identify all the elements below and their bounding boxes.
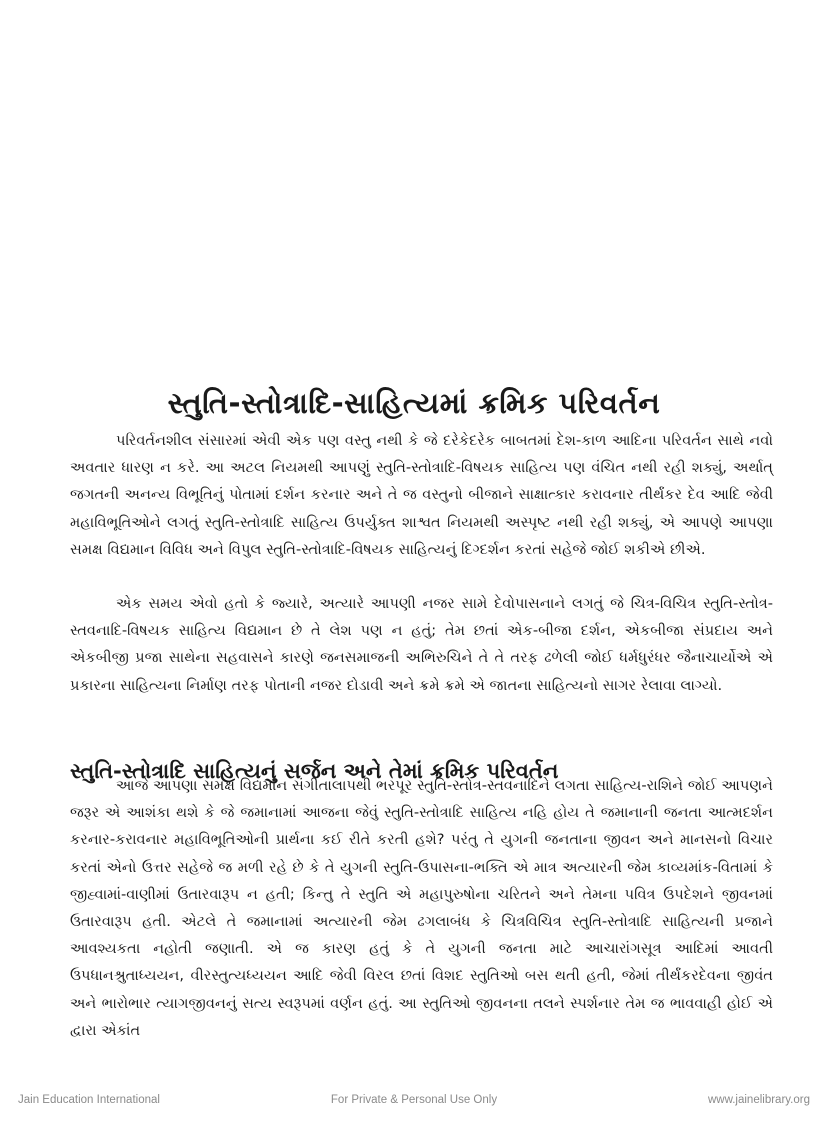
paragraph-block-3 <box>70 772 773 1044</box>
footer-website-link[interactable]: www.jainelibrary.org <box>707 1094 810 1106</box>
footer-usage-notice: For Private & Personal Use Only <box>330 1094 498 1106</box>
page-footer <box>0 1088 828 1114</box>
paragraph-block-2 <box>70 590 773 699</box>
paragraph: પરિવર્તનશીલ સંસારમાં એવી એક પણ વસ્તુ નથી કે જે દરેકેદરેક બાબતમાં દેશ-કાળ આદિના પરિવર્તન સાથે નવો અવતાર ધારણ ન કરે. આ અટલ નિયમથી આપણું સ્તુતિ-સ્તોત્રાદિ-વિષયક સાહિત્ય પણ વંચિત નથી રહી શક્યું, અર્થાત્ જગતની અનન્ય વિભૂતિનું પોતામાં દર્શન કરનાર અને તે જ વસ્તુનો બીજાને સાક્ષાત્કાર કરાવનાર તીર્થંકર દેવ આદિ જેવી મહાવિભૂતિઓને લગતું સ્તુતિ-સ્તોત્રાદિ સાહિત્ય ઉપર્યુક્ત શાશ્વત નિયમથી અસ્પૃષ્ટ નથી રહી શક્યું, એ આપણે આપણા સમક્ષ વિદ્યમાન વિવિધ અને વિપુલ સ્તુતિ-સ્તોત્રાદિ-વિષયક સાહિત્યનું દિગ્દર્શન કરતાં સહેજે જોઈ શકીએ છીએ. <box>70 432 773 558</box>
footer-publisher: Jain Education International <box>18 1094 160 1106</box>
paragraph-block-1 <box>70 427 773 563</box>
section-subheading: સ્તુતિ-સ્તોત્રાદિ સાહિત્યનું સર્જન અને તેમાં ક્રમિક પરિવર્તન <box>70 759 559 784</box>
document-title: સ્તુતિ-સ્તોત્રાદિ-સાહિત્યમાં ક્રમિક પરિવર્તન <box>167 386 661 421</box>
paragraph: આજે આપણા સમક્ષ વિદ્યમાન સંગીતાલાપથી ભરપૂર સ્તુતિ-સ્તોત્ર-સ્તવનાદિને લગતા સાહિત્ય-રાશિને જોઈ આપણને જરૂર એ આશંકા થશે કે જે જમાનામાં આજના જેવું સ્તુતિ-સ્તોત્રાદિ સાહિત્ય નહિ હોય તે જમાનાની જનતા આત્મદર્શન કરનાર-કરાવનાર મહાવિભૂતિઓની પ્રાર્થના કઈ રીતે કરતી હશે? પરંતુ તે યુગની જનતાના જીવન અને માનસનો વિચાર કરતાં એનો ઉત્તર સહેજે જ મળી રહે છે કે તે યુગની સ્તુતિ-ઉપાસના-ભક્તિ એ માત્ર અત્યારની જેમ કાવ્યમાંક-વિતામાં કે જીહ્વામાં-વાણીમાં ઉતારવારૂપ ન હતી; કિન્તુ તે સ્તુતિ એ મહાપુરુષોના ચરિતને અને તેમના પવિત્ર ઉપદેશને જીવનમાં ઉતારવારૂપ હતી. એટલે તે જમાનામાં અત્યારની જેમ ઢગલાબંધ કે ચિત્રવિચિત્ર સ્તુતિ-સ્તોત્રાદિ સાહિત્યની પ્રજાને આવશ્યકતા નહોતી જણાતી. એ જ કારણ હતું કે તે યુગની જનતા માટે આચારાંગસૂત્ર આદિમાં આવતી ઉપધાનશ્રુતાધ્યયન, વીરસ્તુત્યધ્યયન આદિ જેવી વિરલ છતાં વિશદ સ્તુતિઓ બસ થતી હતી, જેમાં તીર્થંકરદેવના જીવંત અને ભારોભાર ત્યાગજીવનનું સત્ય સ્વરૂપમાં વર્ણન હતું. આ સ્તુતિઓ જીવનના તલને સ્પર્શનાર તેમ જ ભાવવાહી હોઈ એ દ્વારા એકાંત <box>70 777 774 1039</box>
paragraph: એક સમય એવો હતો કે જ્યારે, અત્યારે આપણી નજર સામે દેવોપાસનાને લગતું જે ચિત્ર-વિચિત્ર સ્તુતિ-સ્તોત્ર-સ્તવનાદિ-વિષયક સાહિત્ય વિદ્યમાન છે તે લેશ પણ ન હતું; તેમ છતાં એક-બીજા દર્શન, એકબીજા સંપ્રદાય અને એકબીજી પ્રજા સાથેના સહવાસને કારણે જનસમાજની અભિરુચિને તે તે તરફ ઢળેલી જોઈ ધર્મધુરંધર જૈનાચાર્યોએ એ પ્રકારના સાહિત્યના નિર્માણ તરફ પોતાની નજર દોડાવી અને ક્રમે ક્રમે એ જાતના સાહિત્યનો સાગર રેલાવા લાગ્યો. <box>70 595 773 694</box>
